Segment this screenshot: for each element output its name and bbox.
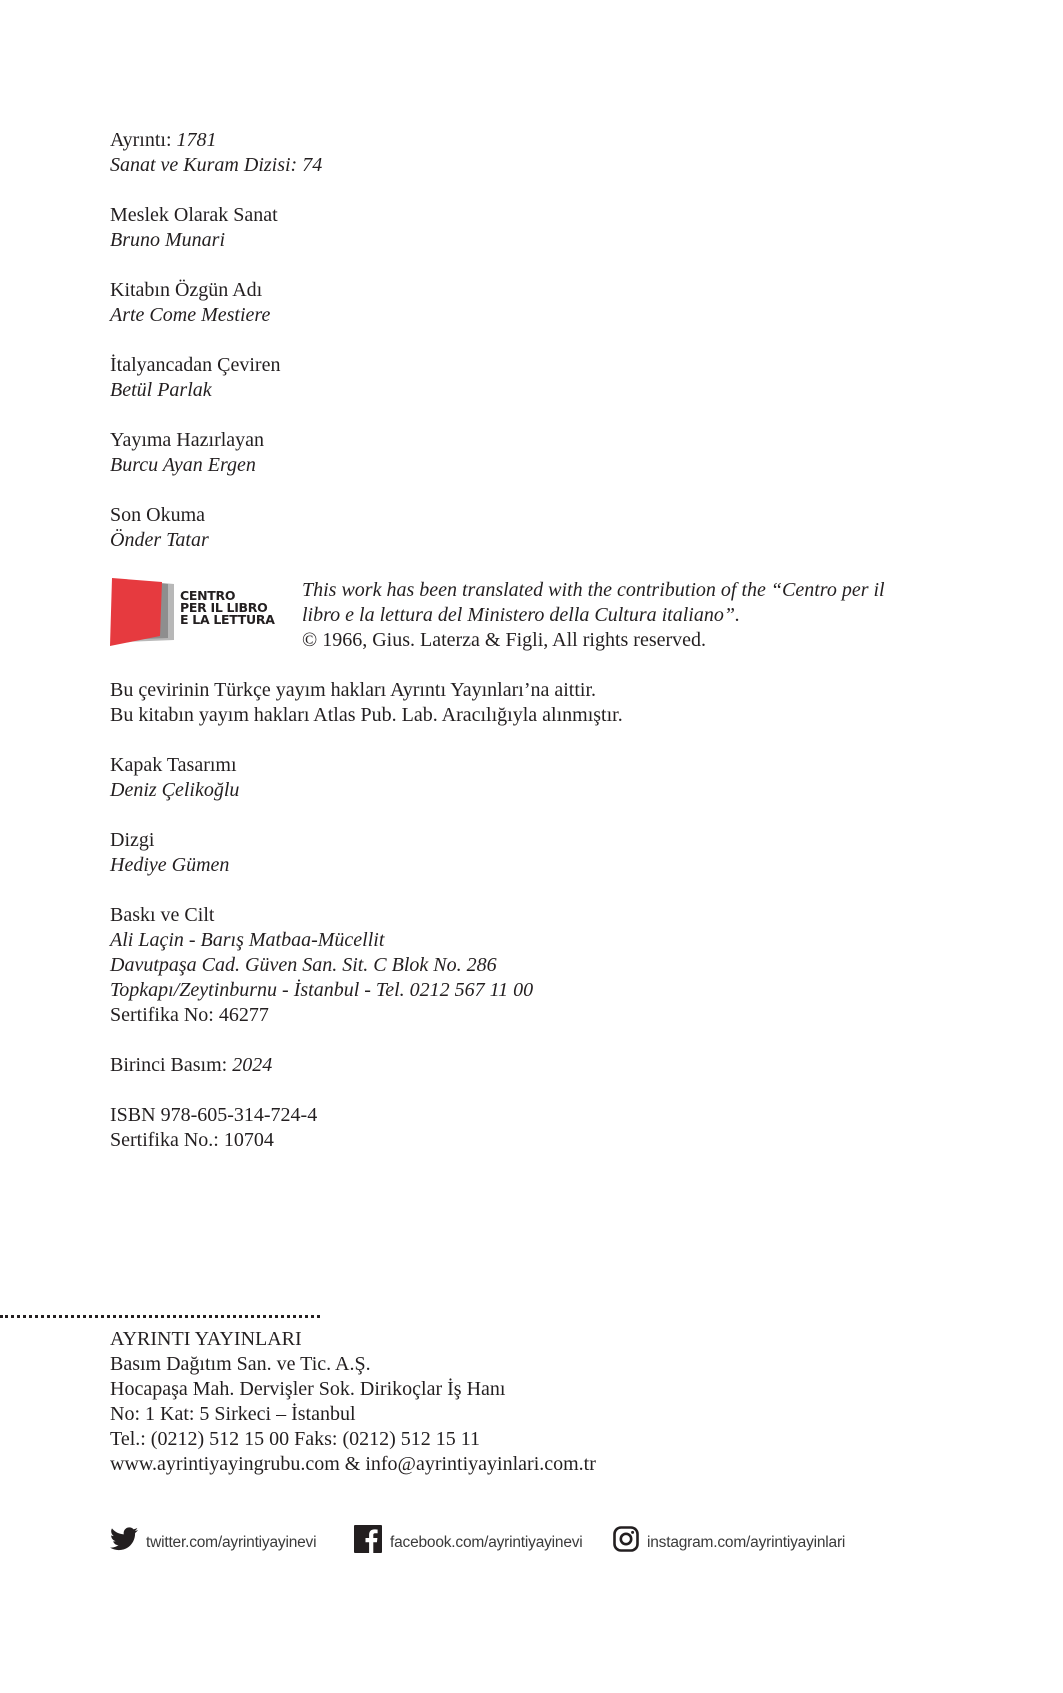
editor-label: Yayıma Hazırlayan	[110, 429, 265, 451]
isbn-number: ISBN 978-605-314-724-4	[110, 1104, 318, 1126]
cover-label: Kapak Tasarımı	[110, 754, 237, 776]
original-title	[110, 278, 270, 328]
series-dizi: Sanat ve Kuram Dizisi: 74	[110, 154, 323, 176]
printing-address-2: Topkapı/Zeytinburnu - İstanbul - Tel. 0212 567 11 00	[110, 979, 534, 1001]
publisher-phone: Tel.: (0212) 512 15 00 Faks: (0212) 512 15 11	[110, 1428, 481, 1450]
facebook-link[interactable]	[354, 1524, 583, 1554]
typesetting-value: Hediye Gümen	[110, 854, 230, 876]
twitter-link[interactable]	[110, 1524, 316, 1554]
book-author: Bruno Munari	[110, 229, 225, 251]
contribution-line-1: This work has been translated with the contribution of the “Centro per il	[302, 579, 885, 601]
centro-logo-text	[180, 590, 275, 626]
proofreading	[110, 503, 209, 553]
ayrinti-label: Ayrıntı:	[110, 129, 172, 151]
translator-label: İtalyancadan Çeviren	[110, 354, 281, 376]
facebook-label[interactable]: facebook.com/ayrintiyayinevi	[390, 1534, 583, 1551]
dotted-divider	[0, 1315, 320, 1318]
publisher-address-2: No: 1 Kat: 5 Sirkeci – İstanbul	[110, 1403, 356, 1425]
logo-line-3: E LA LETTURA	[180, 612, 275, 627]
edition-year: 2024	[232, 1054, 273, 1076]
typesetting-label: Dizgi	[110, 829, 155, 851]
proofreading-label: Son Okuma	[110, 504, 205, 526]
logo-line-1: CENTRO	[180, 588, 236, 603]
publisher-name: AYRINTI YAYINLARI	[110, 1328, 302, 1350]
contribution-line-2: libro e la lettura del Ministero della Cultura italiano”.	[302, 604, 740, 626]
centro-logo-mark-icon	[110, 578, 180, 646]
printing-label: Baskı ve Cilt	[110, 904, 215, 926]
instagram-label[interactable]: instagram.com/ayrintiyayinlari	[647, 1534, 846, 1551]
logo-line-2: PER IL LIBRO	[180, 600, 268, 615]
ayrinti-number: 1781	[176, 129, 217, 151]
instagram-icon	[613, 1526, 639, 1552]
edition-info	[110, 1053, 272, 1078]
book-title: Meslek Olarak Sanat	[110, 204, 278, 226]
contribution-note	[302, 578, 982, 653]
centro-libro-logo	[110, 578, 288, 646]
book-info	[110, 203, 278, 253]
typesetting	[110, 828, 229, 878]
original-title-label: Kitabın Özgün Adı	[110, 279, 263, 301]
rights-info	[110, 678, 623, 728]
printing-address-1: Davutpaşa Cad. Güven San. Sit. C Blok No. 286	[110, 954, 497, 976]
isbn-info	[110, 1103, 317, 1153]
isbn-certificate: Sertifika No.: 10704	[110, 1129, 274, 1151]
publisher-info	[110, 1327, 596, 1477]
original-title-value: Arte Come Mestiere	[110, 304, 271, 326]
rights-line-1: Bu çevirinin Türkçe yayım hakları Ayrıntı Yayınları’na aittir.	[110, 679, 597, 701]
rights-line-2: Bu kitabın yayım hakları Atlas Pub. Lab. Aracılığıyla alınmıştır.	[110, 704, 623, 726]
publisher-address-1: Hocapaşa Mah. Dervişler Sok. Dirikoçlar İş Hanı	[110, 1378, 506, 1400]
printing-certificate: Sertifika No: 46277	[110, 1004, 269, 1026]
facebook-icon	[354, 1525, 382, 1553]
publisher-company: Basım Dağıtım San. ve Tic. A.Ş.	[110, 1353, 371, 1375]
proofreading-value: Önder Tatar	[110, 529, 209, 551]
twitter-label[interactable]: twitter.com/ayrintiyayinevi	[146, 1534, 317, 1551]
editor-value: Burcu Ayan Ergen	[110, 454, 256, 476]
translator	[110, 353, 280, 403]
edition-label: Birinci Basım:	[110, 1054, 228, 1076]
cover-design	[110, 753, 239, 803]
instagram-link[interactable]	[613, 1524, 845, 1554]
printing-info	[110, 903, 533, 1028]
translator-value: Betül Parlak	[110, 379, 212, 401]
cover-value: Deniz Çelikoğlu	[110, 779, 240, 801]
twitter-icon	[110, 1527, 138, 1551]
printing-name: Ali Laçin - Barış Matbaa-Mücellit	[110, 929, 385, 951]
copyright-line: © 1966, Gius. Laterza & Figli, All rights reserved.	[302, 629, 707, 651]
editor	[110, 428, 264, 478]
series-info	[110, 128, 322, 178]
publisher-web: www.ayrintiyayingrubu.com & info@ayrintiyayinlari.com.tr	[110, 1453, 596, 1475]
